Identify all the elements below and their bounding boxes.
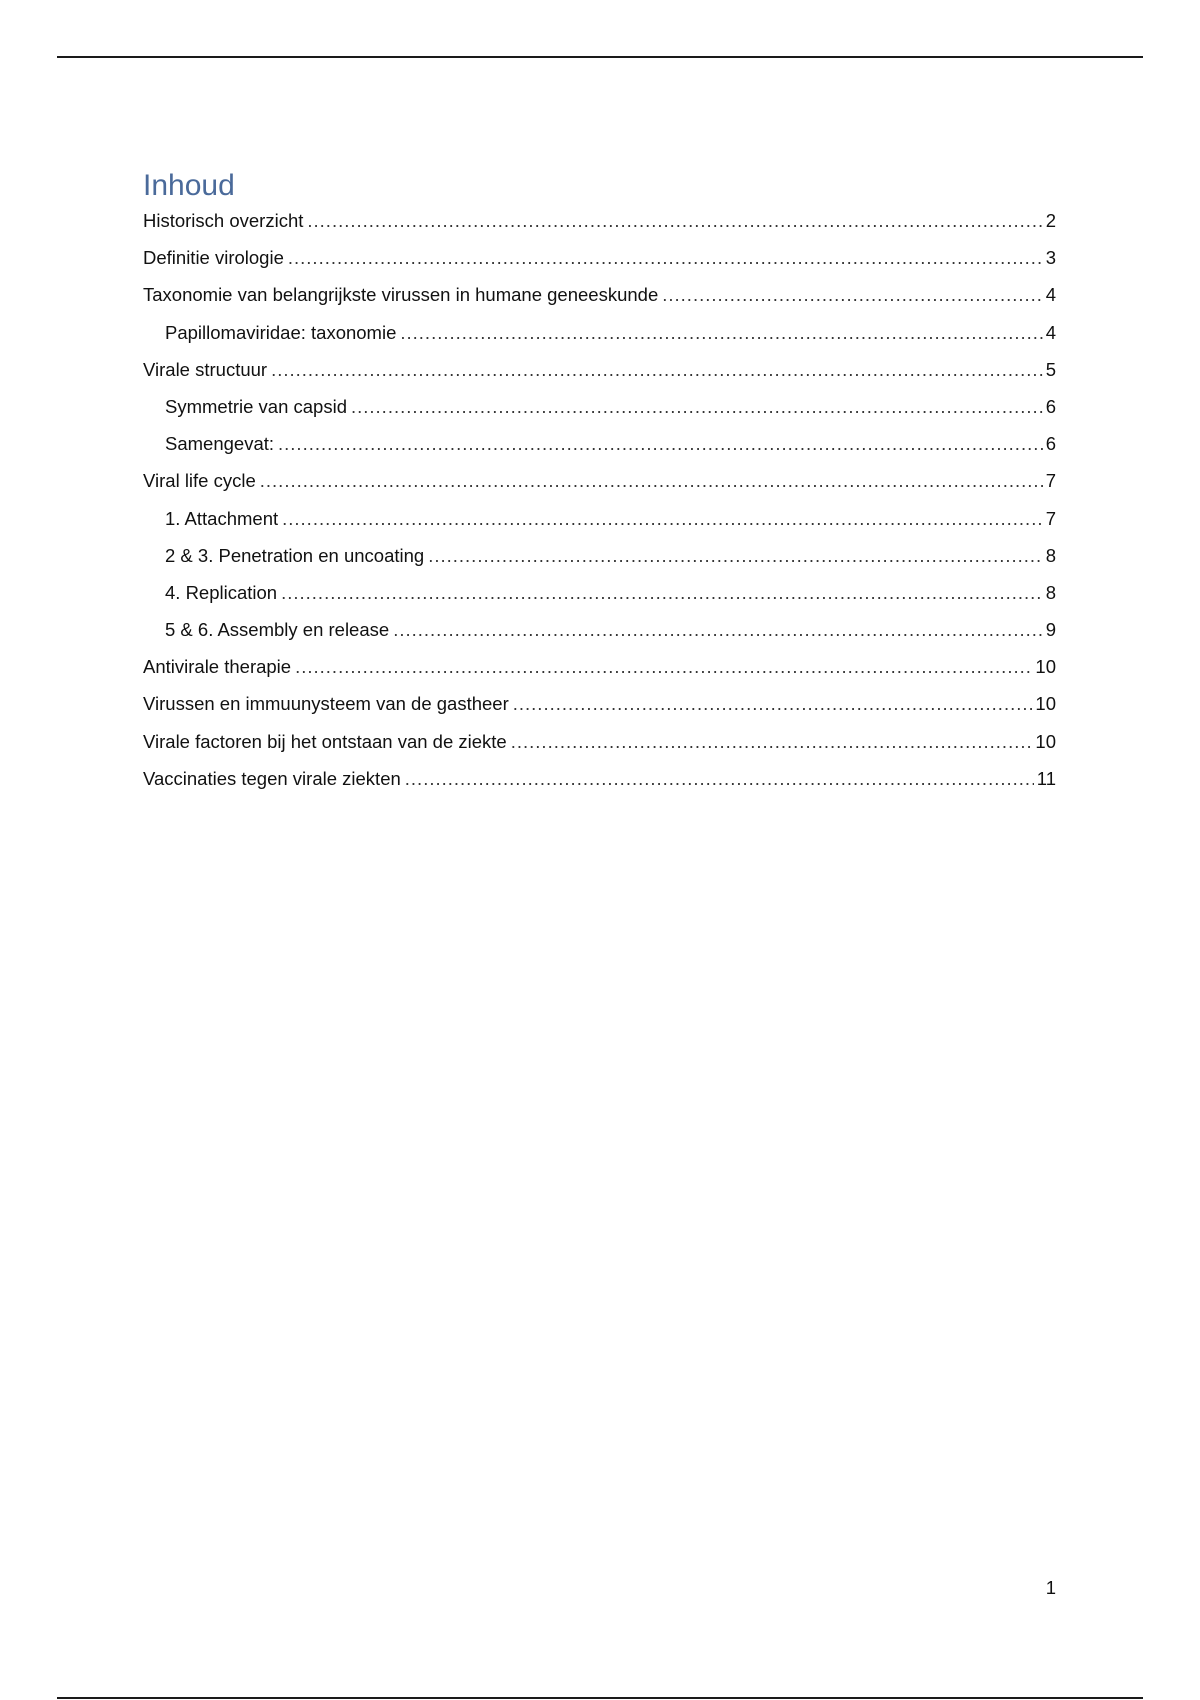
toc-list (143, 206, 1056, 801)
toc-entry-page: 6 (1045, 433, 1056, 455)
toc-entry[interactable] (143, 392, 1056, 429)
toc-entry[interactable] (143, 243, 1056, 280)
toc-entry-page: 3 (1045, 247, 1056, 269)
toc-dot-leader (405, 767, 1034, 791)
toc-entry-page: 9 (1045, 619, 1056, 641)
toc-dot-leader (351, 395, 1043, 419)
toc-entry-page: 7 (1045, 470, 1056, 492)
toc-entry-label: Samengevat: (165, 433, 275, 455)
toc-entry-label: 5 & 6. Assembly en release (165, 619, 390, 641)
toc-entry-label: Vaccinaties tegen virale ziekten (143, 767, 401, 789)
toc-dot-leader (400, 321, 1042, 345)
toc-dot-leader (393, 618, 1043, 642)
toc-entry[interactable] (143, 355, 1056, 392)
toc-dot-leader (662, 283, 1042, 307)
footer-rule (57, 1697, 1143, 1699)
toc-entry[interactable] (143, 764, 1056, 801)
toc-entry-label: Virussen en immuunysteem van de gastheer (143, 693, 509, 715)
toc-entry-label: 2 & 3. Penetration en uncoating (165, 544, 425, 566)
toc-entry[interactable] (143, 466, 1056, 503)
toc-entry[interactable] (143, 280, 1056, 317)
toc-entry-page: 6 (1045, 395, 1056, 417)
toc-dot-leader (281, 581, 1043, 605)
toc-entry[interactable] (143, 541, 1056, 578)
toc-entry-label: Definitie virologie (143, 247, 284, 269)
toc-entry-page: 4 (1045, 321, 1056, 343)
toc-entry[interactable] (143, 615, 1056, 652)
toc-entry-page: 10 (1035, 730, 1056, 752)
toc-dot-leader (271, 358, 1043, 382)
toc-dot-leader (511, 730, 1033, 754)
toc-entry[interactable] (143, 689, 1056, 726)
toc-dot-leader (513, 692, 1033, 716)
toc-dot-leader (288, 246, 1043, 270)
toc-entry-label: 4. Replication (165, 581, 278, 603)
toc-entry-label: Historisch overzicht (143, 210, 304, 231)
toc-entry-page: 5 (1045, 358, 1056, 380)
toc-entry-page: 7 (1045, 507, 1056, 529)
toc-entry[interactable] (143, 318, 1056, 355)
toc-entry[interactable] (143, 578, 1056, 615)
toc-dot-leader (282, 507, 1043, 531)
toc-entry-label: Taxonomie van belangrijkste virussen in humane geneeskunde (143, 284, 659, 306)
toc-entry-label: Papillomaviridae: taxonomie (165, 321, 397, 343)
toc-title: Inhoud (143, 169, 235, 202)
toc-entry-page: 8 (1045, 581, 1056, 603)
page-number: 1 (1045, 1577, 1056, 1598)
toc-dot-leader (295, 655, 1032, 679)
toc-dot-leader (307, 209, 1042, 233)
toc-dot-leader (278, 432, 1043, 456)
header-rule (57, 56, 1143, 58)
toc-dot-leader (428, 544, 1043, 568)
toc-entry-page: 10 (1035, 693, 1056, 715)
toc-entry-label: 1. Attachment (165, 507, 279, 529)
toc-dot-leader (260, 469, 1043, 493)
toc-entry-page: 2 (1045, 210, 1056, 231)
toc-entry[interactable] (143, 727, 1056, 764)
toc-entry-label: Virale factoren bij het ontstaan van de ziekte (143, 730, 507, 752)
toc-entry-page: 4 (1045, 284, 1056, 306)
toc-entry-page: 10 (1035, 656, 1056, 678)
toc-entry-page: 8 (1045, 544, 1056, 566)
toc-entry-label: Viral life cycle (143, 470, 256, 492)
toc-entry-label: Antivirale therapie (143, 656, 292, 678)
toc-entry[interactable] (143, 504, 1056, 541)
toc-entry[interactable] (143, 652, 1056, 689)
toc-entry[interactable] (143, 429, 1056, 466)
toc-entry-label: Symmetrie van capsid (165, 395, 347, 417)
table-of-contents (143, 168, 1056, 801)
toc-entry-page: 11 (1036, 767, 1056, 789)
toc-entry-label: Virale structuur (143, 358, 268, 380)
toc-entry[interactable] (143, 206, 1056, 243)
